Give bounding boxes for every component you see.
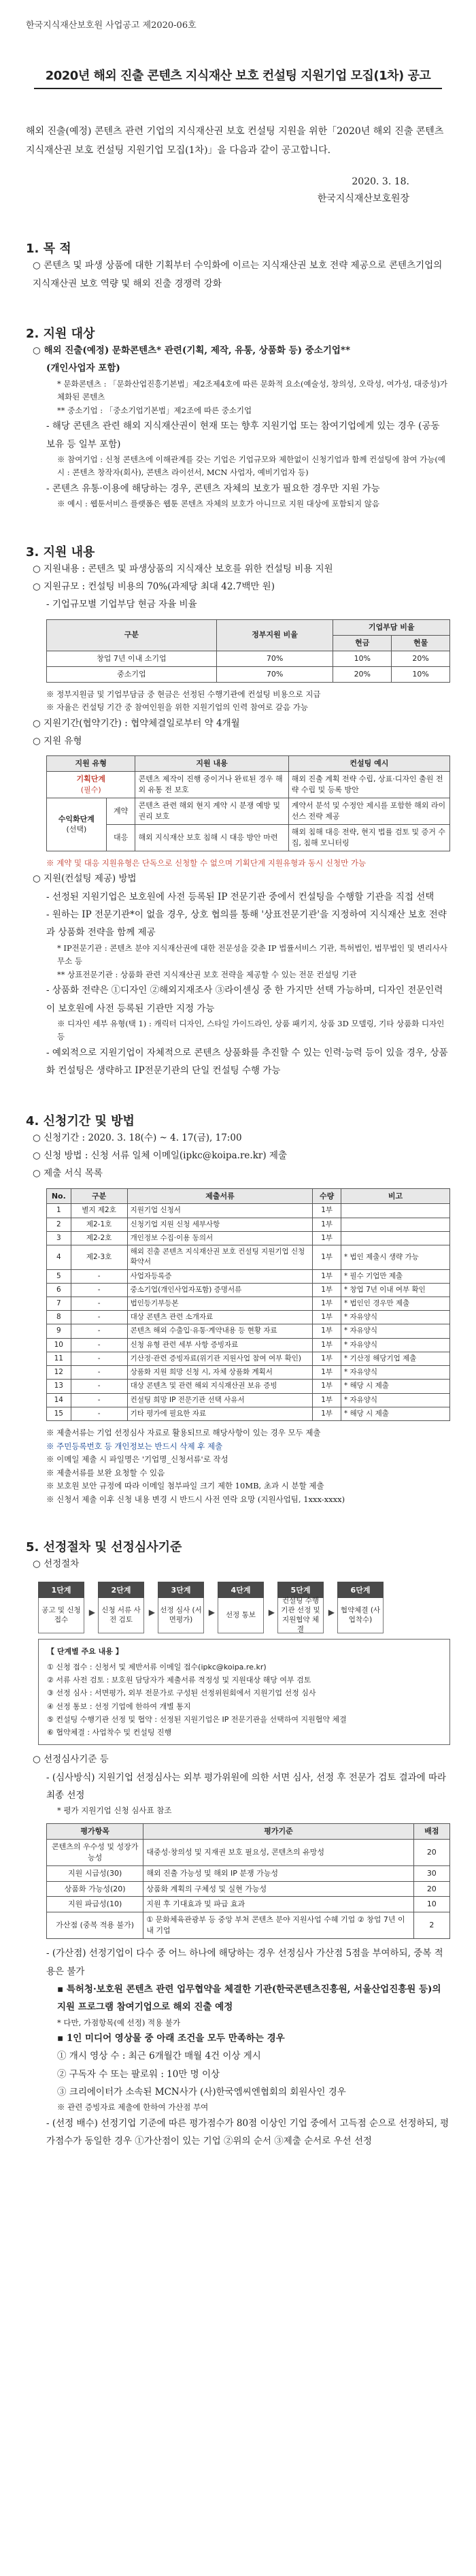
table-cell <box>47 798 107 851</box>
table-cell <box>341 1204 449 1218</box>
col-header: 배점 <box>413 1823 449 1839</box>
table-cell <box>47 772 135 798</box>
section-support-heading: 3. 지원 내용 <box>26 544 95 559</box>
table-cell: 대응 <box>106 824 135 851</box>
criteria-label: ○ 선정심사기준 등 <box>33 1754 109 1765</box>
support-ratio-label: - 기업규모별 기업부담 현금 자율 비율 <box>46 599 197 610</box>
table-row <box>47 1297 450 1311</box>
step-detail: ⑤ 컨설팅 수행기관 선정 및 협약 : 선정된 지원기업은 IP 전문기관을 선택하여 지원협약 체결 <box>47 1714 347 1724</box>
table-cell: 1 <box>47 1204 71 1218</box>
type-name: 수익화단계 <box>58 814 95 824</box>
eligibility-example-note: ※ 예시 : 웹툰서비스 플랫폼은 웹툰 콘텐츠 자체의 보호가 아니므로 지원 대상에 포함되지 않음 <box>57 499 379 509</box>
table-cell: - <box>71 1324 127 1338</box>
table-cell <box>341 1231 449 1245</box>
type-requirement: (필수) <box>80 785 101 795</box>
support-note-1: ※ 정부지원금 및 기업부담금 중 현금은 선정된 수행기관에 컨설팅 비용으로 지급 <box>46 689 321 699</box>
support-type-table <box>46 755 450 851</box>
table-cell: * 자유양식 <box>341 1366 449 1380</box>
documents-note-1: ※ 제출서류는 기업 선정심사 자료로 활용되므로 해당사항이 있는 경우 모두 제출 <box>46 1427 321 1437</box>
table-row <box>47 798 450 825</box>
col-header: 현물 <box>392 635 450 651</box>
table-cell: 대상 콘텐츠 관련 소개자료 <box>127 1311 313 1324</box>
issue-date: 2020. 3. 18. <box>352 176 409 187</box>
flow-step-label: 선정 심사 (서면평가) <box>158 1598 204 1633</box>
step-detail: ② 서류 사전 검토 : 보호원 담당자가 제출서류 적정성 및 지원대상 해당 여부 검토 <box>47 1676 311 1685</box>
table-cell: 9 <box>47 1324 71 1338</box>
bonus-condition-2: ② 구독자 수 또는 팔로워 : 10만 명 이상 <box>57 2068 220 2080</box>
table-cell: 1부 <box>313 1269 341 1283</box>
step-detail: ③ 선정 심사 : 서면평가, 외부 전문가로 구성된 선정위원회에서 지원기업 선정 심사 <box>47 1689 316 1698</box>
table-cell: 1부 <box>313 1324 341 1338</box>
table-cell: 지원 파급성(10) <box>47 1897 143 1912</box>
documents-label: ○ 제출 서식 목록 <box>33 1168 103 1179</box>
support-method-3: - 상품화 전략은 ①디자인 ②해외지재조사 ③라이센싱 중 한 가지만 선택 가능하며, 디자인 전문인력이 보호원에 사전 등록된 기관만 지정 가능 <box>46 985 443 1014</box>
selection-ranking-rule: - (선정 배수) 선정기업 기준에 따른 평가점수가 80점 이상인 기업 중에서 고득점 순으로 선정하되, 평가점수가 동일한 경우 ①가산점이 있는 기업 ②위의 순서 ③제출 순서로 우선 선정 <box>46 2117 449 2147</box>
cost-ratio-table <box>46 619 450 683</box>
eligibility-main-sub: (개인사업자 포함) <box>46 363 120 374</box>
table-row <box>47 1338 450 1352</box>
flow-step-number: 5단계 <box>277 1582 324 1598</box>
selection-process-label: ○ 선정절차 <box>33 1559 80 1570</box>
design-type-note: ※ 디자인 세부 유형(택 1) : 캐릭터 디자인, 스타일 가이드라인, 상품 패키지, 상품 3D 모델링, 기타 상품화 디자인 등 <box>57 1018 445 1042</box>
table-cell: 개인정보 수집·이용 동의서 <box>127 1231 313 1245</box>
table-row <box>47 1897 450 1912</box>
table-row <box>47 824 450 851</box>
documents-note-3: ※ 이메일 제출 시 파일명은 '기업명_신청서류'로 작성 <box>46 1454 228 1465</box>
table-cell: 12 <box>47 1366 71 1380</box>
bonus-condition-3: ③ 크리에이터가 소속된 MCN사가 (사)한국엠씨엔협회의 회원사인 경우 <box>57 2087 346 2098</box>
table-cell: 계약서 분석 및 수정안 제시를 포함한 해외 라이선스 전략 제공 <box>288 798 449 825</box>
col-header: 구분 <box>71 1188 127 1204</box>
table-cell: - <box>71 1366 127 1380</box>
brand-agency-note: ** 상표전문기관 : 상품화 관련 지식재산권 보호 전략을 제공할 수 있는 전문 컨설팅 기관 <box>57 969 357 979</box>
table-cell: 해외 지식재산 보호 침해 시 대응 방안 마련 <box>135 824 288 851</box>
eligibility-condition-1: - 해당 콘텐츠 관련 해외 지식재산권이 현재 또는 향후 지원기업 또는 참여기업에게 있는 경우 (공동 보유 등 일부 포함) <box>46 421 440 450</box>
table-cell: 3 <box>47 1231 71 1245</box>
table-cell: 1부 <box>313 1338 341 1352</box>
page-title: 2020년 해외 진출 콘텐츠 지식재산 보호 컨설팅 지원기업 모집(1차) 공고 <box>45 69 431 83</box>
intro-paragraph: 해외 진출(예정) 콘텐츠 관련 기업의 지식재산권 보호 컨설팅 지원을 위한「2020년 해외 진출 콘텐츠 지식재산권 보호 컨설팅 지원기업 모집(1차)」을 다음과 같이 공고합니다. <box>26 126 444 156</box>
table-row <box>47 1380 450 1393</box>
table-cell: 제2-3호 <box>71 1245 127 1269</box>
table-cell: 11 <box>47 1352 71 1365</box>
table-cell: 해외 진출 계획 전략 수립, 상표·디자인 출원 전략 수립 및 등록 방안 <box>288 772 449 798</box>
type-name: 기획단계 <box>76 775 105 784</box>
table-cell: 1부 <box>313 1245 341 1269</box>
arrow-right-icon: ▶ <box>328 1607 335 1617</box>
flow-step-number: 2단계 <box>98 1582 144 1598</box>
evaluation-table <box>46 1823 450 1940</box>
table-cell: * 자유양식 <box>341 1338 449 1352</box>
table-row <box>47 772 450 798</box>
table-cell: 1부 <box>313 1407 341 1420</box>
support-method-2: - 원하는 IP 전문기관*이 없을 경우, 상호 협의를 통해 '상표전문기관'을 지정하여 지식재산 보호 전략과 상품화 전략을 함께 제공 <box>46 909 447 939</box>
table-cell: 1부 <box>313 1352 341 1365</box>
table-row <box>47 666 450 682</box>
table-cell: 1부 <box>313 1393 341 1407</box>
col-header: 평가기준 <box>143 1823 413 1839</box>
criteria-note: * 평가 지원기업 신청 심사표 참조 <box>57 1806 172 1816</box>
table-cell: 계약 <box>106 798 135 825</box>
table-cell: 1부 <box>313 1204 341 1218</box>
issuer-name: 한국지식재산보호원장 <box>317 193 409 205</box>
table-cell: * 자유양식 <box>341 1311 449 1324</box>
table-cell: * 법인 제출시 생략 가능 <box>341 1245 449 1269</box>
table-cell: 7 <box>47 1297 71 1311</box>
table-cell: 신청 유형 관련 세부 사항 증빙자료 <box>127 1338 313 1352</box>
table-cell: 제2-2호 <box>71 1231 127 1245</box>
table-cell: 기타 평가에 필요한 자료 <box>127 1407 313 1420</box>
table-cell: 중소기업(개인사업자포함) 증명서류 <box>127 1283 313 1297</box>
section-application-heading: 4. 신청기간 및 방법 <box>26 1113 135 1128</box>
flow-step <box>337 1582 384 1633</box>
table-row <box>47 1407 450 1420</box>
step-details-title: 【 단계별 주요 내용 】 <box>47 1646 123 1656</box>
eligibility-note-1: * 문화콘텐츠 : 「문화산업진흥기본법」제2조제4호에 따른 문화적 요소(예술성, 창의성, 오락성, 여가성, 대중성)가 체화된 콘텐츠 <box>57 378 447 402</box>
table-cell: 상품화 가능성(20) <box>47 1881 143 1897</box>
table-cell: * 창업 7년 이내 여부 확인 <box>341 1283 449 1297</box>
table-cell: * 해당 시 제출 <box>341 1407 449 1420</box>
col-header: 수량 <box>313 1188 341 1204</box>
table-cell: 법인등기부등본 <box>127 1297 313 1311</box>
table-row <box>47 1393 450 1407</box>
bonus-evidence-note: ※ 관련 증빙자료 제출에 한하여 가산점 부여 <box>57 2102 209 2113</box>
col-header: 제출서류 <box>127 1188 313 1204</box>
section-purpose-heading: 1. 목 적 <box>26 242 71 257</box>
table-cell: 해외 진출 가능성 및 해외 IP 분쟁 가능성 <box>143 1865 413 1881</box>
flow-step-number: 1단계 <box>38 1582 84 1598</box>
eligibility-main: ○ 해외 진출(예정) 문화콘텐츠* 관련(기획, 제작, 유통, 상품화 등) 중소기업** <box>33 345 351 356</box>
documents-note-2: ※ 주민등록번호 등 개인정보는 반드시 삭제 후 제출 <box>46 1441 223 1451</box>
table-cell: 8 <box>47 1311 71 1324</box>
table-cell: 4 <box>47 1245 71 1269</box>
table-row <box>47 1865 450 1881</box>
col-header: No. <box>47 1188 71 1204</box>
table-row <box>47 1269 450 1283</box>
bonus-case-1-note: * 다만, 가점항목(예 선정) 적용 불가 <box>57 2017 181 2027</box>
col-header: 현금 <box>333 635 392 651</box>
col-header: 지원 유형 <box>47 756 135 772</box>
flow-step <box>98 1582 155 1633</box>
table-row <box>47 1204 450 1218</box>
flow-step <box>158 1582 215 1633</box>
support-method-1: - 선정된 지원기업은 보호원에 사전 등록된 IP 전문기관 중에서 컨설팅을 수행할 기관을 직접 선택 <box>46 891 435 902</box>
table-row <box>47 1283 450 1297</box>
table-row <box>47 1218 450 1231</box>
documents-note-4: ※ 제출서류를 보완 요청할 수 있음 <box>46 1467 165 1478</box>
table-cell: - <box>71 1407 127 1420</box>
table-cell: 2 <box>47 1218 71 1231</box>
flow-step-label: 신청 서류 사전 검토 <box>98 1598 144 1633</box>
flow-step-number: 4단계 <box>218 1582 264 1598</box>
table-cell: 콘텐츠 관련 해외 현지 계약 시 분쟁 예방 및 권리 보호 <box>135 798 288 825</box>
table-cell: 컨설팅 희망 IP 전문기관 선택 사유서 <box>127 1393 313 1407</box>
criteria-method: - (심사방식) 지원기업 선정심사는 외부 평가위원에 의한 서면 심사, 선정 후 전문가 검토 결과에 따라 최종 선정 <box>46 1772 447 1801</box>
table-cell: 10% <box>333 651 392 666</box>
step-detail: ① 신청 접수 : 신청서 및 제반서류 이메일 접수(ipkc@koipa.re.kr) <box>47 1662 267 1672</box>
table-cell: * 자유양식 <box>341 1393 449 1407</box>
table-row <box>47 1881 450 1897</box>
table-cell <box>341 1218 449 1231</box>
table-cell: 2 <box>413 1912 449 1939</box>
eligibility-note-2: ** 중소기업 : 「중소기업기본법」제2조에 따른 중소기업 <box>57 405 252 415</box>
table-cell: 가산점 (중복 적용 불가) <box>47 1912 143 1939</box>
support-period: ○ 지원기간(협약기간) : 협약체결일로부터 약 4개월 <box>33 717 240 729</box>
table-cell: * 기산정 해당기업 제출 <box>341 1352 449 1365</box>
table-cell: - <box>71 1297 127 1311</box>
table-cell: 10 <box>47 1338 71 1352</box>
table-row <box>47 1912 450 1939</box>
flow-step-label: 공고 및 신청 접수 <box>38 1598 84 1633</box>
issue-block <box>26 174 450 208</box>
flow-step-label: 컨설팅 수행기관 선정 및 지원협약 체결 <box>277 1598 324 1633</box>
table-cell: 1부 <box>313 1218 341 1231</box>
table-row <box>47 1231 450 1245</box>
table-cell: - <box>71 1283 127 1297</box>
document-code: 한국지식재산보호원 사업공고 제2020-06호 <box>26 20 197 31</box>
documents-note-5: ※ 보호원 보안 규정에 따라 이메일 첨부파일 크기 제한 10MB, 초과 시 분할 제출 <box>46 1481 324 1491</box>
table-row <box>47 651 450 666</box>
table-cell: 1부 <box>313 1380 341 1393</box>
flow-step-number: 3단계 <box>158 1582 204 1598</box>
bonus-condition-1: ① 개시 영상 수 : 최근 6개월간 매월 4건 이상 게시 <box>57 2051 261 2062</box>
table-cell: - <box>71 1311 127 1324</box>
table-cell: 15 <box>47 1407 71 1420</box>
section-selection-heading: 5. 선정절차 및 선정심사기준 <box>26 1540 182 1555</box>
table-cell: 1부 <box>313 1311 341 1324</box>
table-cell: 10 <box>413 1897 449 1912</box>
table-cell: 별지 제2호 <box>71 1204 127 1218</box>
col-header: 지원 내용 <box>135 756 288 772</box>
support-type-note: ※ 계약 및 대응 지원유형은 단독으로 신청할 수 없으며 기획단계 지원유형과 동시 신청만 가능 <box>46 858 367 868</box>
ip-agency-note: * IP전문기관 : 콘텐츠 분야 지식재산권에 대한 전문성을 갖춘 IP 법률서비스 기관, 특허법인, 법무법인 및 변리사사무소 등 <box>57 943 448 966</box>
table-cell: 1부 <box>313 1297 341 1311</box>
arrow-right-icon: ▶ <box>208 1607 215 1617</box>
table-cell: 대상 콘텐츠 및 관련 해외 지식재산권 보유 증빙 <box>127 1380 313 1393</box>
selection-flow <box>38 1582 450 1633</box>
arrow-right-icon: ▶ <box>88 1607 95 1617</box>
table-cell: * 해당 시 제출 <box>341 1380 449 1393</box>
table-cell: * 자유양식 <box>341 1324 449 1338</box>
table-cell: 20% <box>392 651 450 666</box>
support-method: ○ 지원(컨설팅 제공) 방법 <box>33 873 137 885</box>
table-row <box>47 1352 450 1365</box>
table-cell: - <box>71 1338 127 1352</box>
flow-step-number: 6단계 <box>337 1582 384 1598</box>
table-cell: * 법인인 경우만 제출 <box>341 1297 449 1311</box>
table-cell: 상품화 계획의 구체성 및 실현 가능성 <box>143 1881 413 1897</box>
table-cell: 1부 <box>313 1283 341 1297</box>
support-content: ○ 지원내용 : 콘텐츠 및 파생상품의 지식재산 보호를 위한 컨설팅 비용 지원 <box>33 563 333 574</box>
table-cell: 사업자등록증 <box>127 1269 313 1283</box>
table-cell: 창업 7년 이내 소기업 <box>47 651 217 666</box>
table-cell: 1부 <box>313 1231 341 1245</box>
flow-step-label: 협약체결 (사업착수) <box>337 1598 384 1633</box>
table-cell: 지원기업 신청서 <box>127 1204 313 1218</box>
bonus-rule: - (가산점) 선정기업이 다수 중 어느 하나에 해당하는 경우 선정심사 가산점 5점을 부여하되, 중복 적용은 불가 <box>46 1948 443 1977</box>
eligibility-condition-2: - 콘텐츠 유통·이용에 해당하는 경우, 콘텐츠 자체의 보호가 필요한 경우만 지원 가능 <box>46 483 380 494</box>
step-detail: ⑥ 협약체결 : 사업착수 및 컨설팅 진행 <box>47 1728 172 1738</box>
arrow-right-icon: ▶ <box>268 1607 275 1617</box>
support-type-label: ○ 지원 유형 <box>33 735 82 747</box>
table-cell: 지원 시급성(30) <box>47 1865 143 1881</box>
table-cell: 대중성·창의성 및 지재권 보호 필요성, 콘텐츠의 유망성 <box>143 1839 413 1865</box>
col-header: 컨설팅 예시 <box>288 756 449 772</box>
table-cell: 지원 후 기대효과 및 파급 효과 <box>143 1897 413 1912</box>
table-cell: * 필수 기업만 제출 <box>341 1269 449 1283</box>
table-cell: ① 문화체육관광부 등 중앙 부처 콘텐츠 분야 지원사업 수혜 기업 ② 창업 7년 이내 기업 <box>143 1912 413 1939</box>
table-cell: 해외 침해 대응 전략, 현지 법률 검토 및 증거 수집, 침해 모니터링 <box>288 824 449 851</box>
table-cell: 6 <box>47 1283 71 1297</box>
step-detail: ④ 선정 통보 : 선정 기업에 한하여 개별 통지 <box>47 1701 191 1711</box>
col-header: 평가항목 <box>47 1823 143 1839</box>
purpose-text: ○ 콘텐츠 및 파생 상품에 대한 기획부터 수익화에 이르는 지식재산권 보호 전략 제공으로 콘텐츠기업의 지식재산권 보호 역량 및 해외 진출 경쟁력 강화 <box>33 260 443 289</box>
flow-step <box>218 1582 275 1633</box>
table-row <box>47 1839 450 1865</box>
documents-table <box>46 1188 450 1421</box>
table-cell: 14 <box>47 1393 71 1407</box>
arrow-right-icon: ▶ <box>148 1607 155 1617</box>
table-cell: 20 <box>413 1839 449 1865</box>
table-cell: 상품화 지원 희망 신청 시, 자체 상품화 계획서 <box>127 1366 313 1380</box>
table-cell: - <box>71 1352 127 1365</box>
table-cell: 콘텐츠의 우수성 및 성장가능성 <box>47 1839 143 1865</box>
flow-step <box>277 1582 335 1634</box>
bonus-case-1: ▪ 특허청·보호원 콘텐츠 관련 업무협약을 체결한 기관(한국콘텐츠진흥원, 서울산업진흥원 등)의 지원 프로그램 참여기업으로 해외 진출 예정 <box>57 1983 441 2013</box>
table-cell: 해외 진출 콘텐츠 지식재산권 보호 컨설팅 지원기업 신청 확약서 <box>127 1245 313 1269</box>
table-cell: 10% <box>392 666 450 682</box>
table-row <box>47 1324 450 1338</box>
flow-step <box>38 1582 95 1633</box>
documents-note-6: ※ 신청서 제출 이후 신청 내용 변경 시 반드시 사전 연락 요망 (지원사업팀, 1xxx-xxxx) <box>46 1494 345 1504</box>
table-cell: 20% <box>333 666 392 682</box>
table-cell: 콘텐츠 해외 수출입·유통·계약내용 등 현황 자료 <box>127 1324 313 1338</box>
col-header: 정부지원 비율 <box>216 619 333 651</box>
title-underline <box>34 88 442 89</box>
support-note-2: ※ 자율은 컨설팅 기간 중 참여인원을 위한 지원기업의 인력 참여로 갈음 가능 <box>46 702 308 713</box>
col-header: 비고 <box>341 1188 449 1204</box>
flow-step-label: 선정 통보 <box>218 1598 264 1633</box>
table-row <box>47 1311 450 1324</box>
table-cell: 1부 <box>313 1366 341 1380</box>
application-method: ○ 신청 방법 : 신청 서류 일체 이메일(ipkc@koipa.re.kr) 제출 <box>33 1150 287 1161</box>
bonus-case-2: ▪ 1인 미디어 영상물 중 아래 조건을 모두 만족하는 경우 <box>57 2033 285 2044</box>
col-header: 구분 <box>47 619 217 651</box>
table-cell: - <box>71 1393 127 1407</box>
table-cell: 기산정·관련 증빙자료(위기관 지원사업 참여 여부 확인) <box>127 1352 313 1365</box>
table-cell: 콘텐츠 제작이 진행 중이거나 완료된 경우 해외 유통 전 보호 <box>135 772 288 798</box>
col-header: 기업부담 비율 <box>333 619 450 635</box>
table-cell: 13 <box>47 1380 71 1393</box>
table-cell: 중소기업 <box>47 666 217 682</box>
table-cell: 20 <box>413 1881 449 1897</box>
table-cell: 신청기업 지원 신청 세부사항 <box>127 1218 313 1231</box>
step-details-box <box>38 1639 450 1746</box>
table-cell: - <box>71 1380 127 1393</box>
table-row <box>47 1245 450 1269</box>
table-cell: - <box>71 1269 127 1283</box>
table-cell: 70% <box>216 666 333 682</box>
eligibility-participant-note: ※ 참여기업 : 신청 콘텐츠에 이해관계를 갖는 기업은 기업규모와 제한없이 신청기업과 함께 컨설팅에 참여 가능(예시 : 콘텐츠 창작자(회사), 콘텐츠 라이선서, MCN 사업자, 예비기업자 등) <box>57 454 445 478</box>
table-row <box>47 1366 450 1380</box>
section-eligibility-heading: 2. 지원 대상 <box>26 327 95 341</box>
table-cell: 제2-1호 <box>71 1218 127 1231</box>
type-requirement: (선택) <box>66 825 87 834</box>
table-cell: 70% <box>216 651 333 666</box>
support-scale: ○ 지원규모 : 컨설팅 비용의 70%(과제당 최대 42.7백만 원) <box>33 581 275 593</box>
table-cell: 5 <box>47 1269 71 1283</box>
table-cell: 30 <box>413 1865 449 1881</box>
support-method-4: - 예외적으로 지원기업이 자체적으로 콘텐츠 상품화를 추진할 수 있는 인력·능력 등이 있을 경우, 상품화 컨설팅은 생략하고 IP전문기관의 단일 컨설팅 수행 가능 <box>46 1047 448 1077</box>
application-period: ○ 신청기간 : 2020. 3. 18(수) ~ 4. 17(금), 17:00 <box>33 1132 242 1143</box>
